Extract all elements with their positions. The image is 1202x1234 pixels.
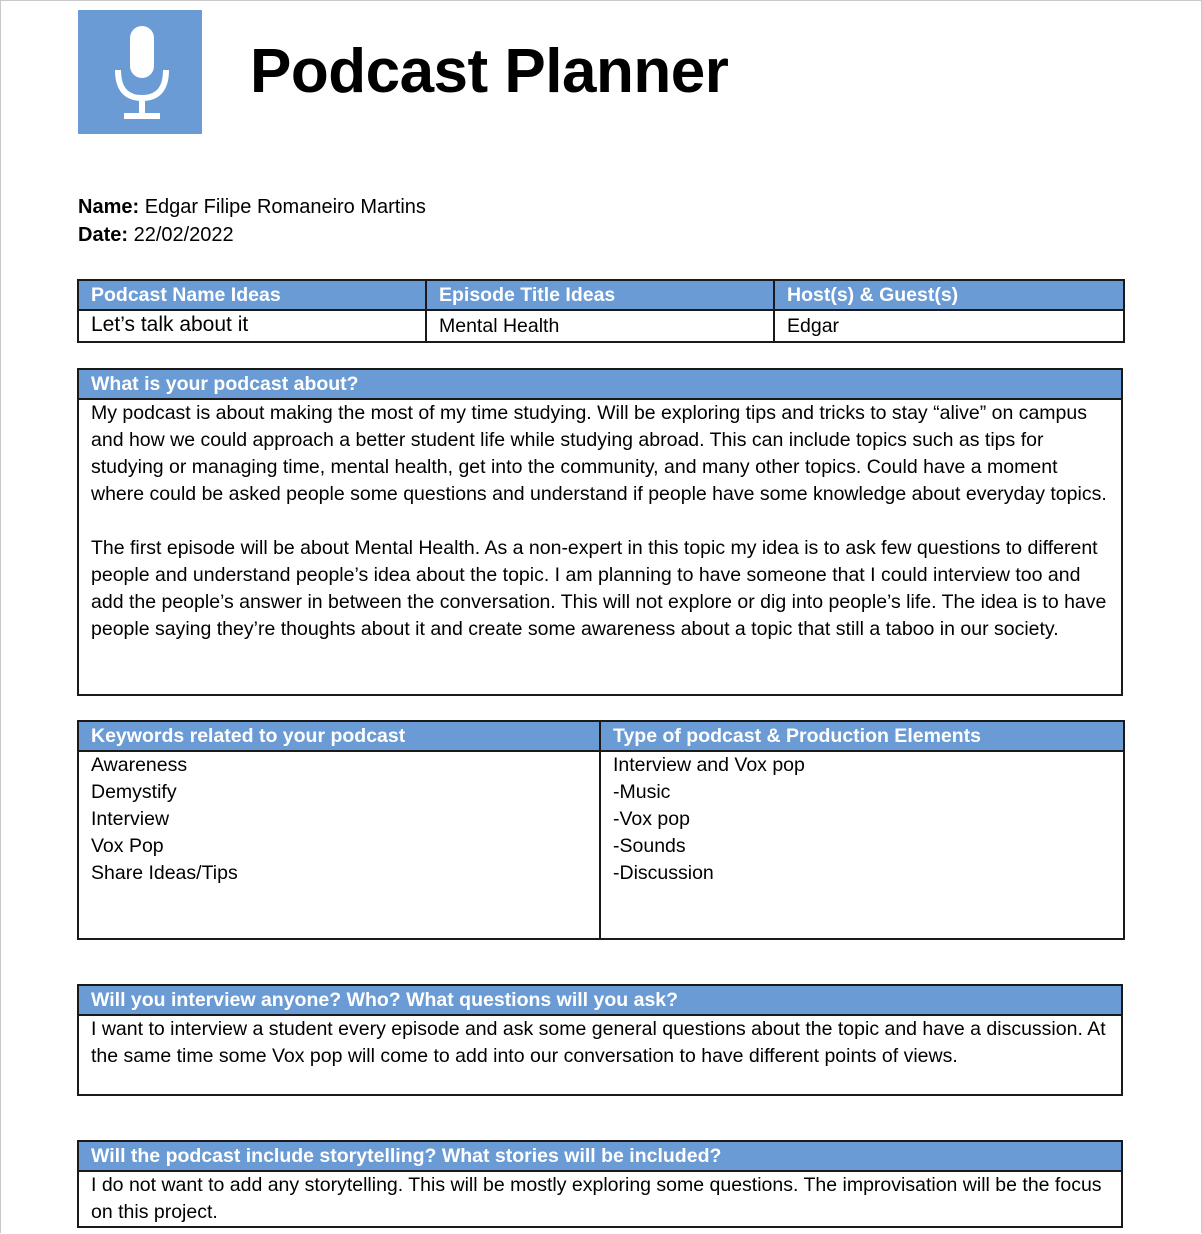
production-cell [600, 751, 1124, 939]
name-line [78, 193, 426, 221]
interview-body [78, 1015, 1122, 1095]
interview-header: Will you interview anyone? Who? What questions will you ask? [78, 985, 1122, 1015]
episode-title-value: Mental Health [426, 310, 774, 342]
date-line [78, 221, 426, 249]
production-item: -Music [613, 781, 671, 803]
about-header: What is your podcast about? [78, 369, 1122, 399]
date-value: 22/02/2022 [133, 224, 234, 246]
microphone-icon [78, 10, 202, 134]
keywords-table [77, 720, 1125, 940]
date-label: Date: [78, 224, 129, 246]
storytelling-text: I do not want to add any storytelling. This will be mostly exploring some questions. The improvisation will be the focus on this project. [91, 1174, 1102, 1223]
header-podcast-name-ideas: Podcast Name Ideas [78, 280, 426, 310]
keywords-header: Keywords related to your podcast [78, 721, 600, 751]
header-hosts-guests: Host(s) & Guest(s) [774, 280, 1124, 310]
interview-table [77, 984, 1123, 1096]
storytelling-table [77, 1140, 1123, 1228]
ideas-header-row [78, 280, 1124, 310]
production-item: -Discussion [613, 862, 714, 884]
keyword-item: Awareness [91, 754, 188, 776]
production-header: Type of podcast & Production Elements [600, 721, 1124, 751]
storytelling-header: Will the podcast include storytelling? What stories will be included? [78, 1141, 1122, 1171]
production-item: -Vox pop [613, 808, 690, 830]
meta-block [78, 193, 426, 249]
about-paragraph: The first episode will be about Mental Health. As a non-expert in this topic my idea is to ask few questions to different people and understand people’s idea about the topic. I am planning to have someone that I could interview too and add the people’s answer in between the conversation. This will not explore or dig into people’s life. The idea is to have people saying they’re thoughts about it and create some awareness about a topic that still a taboo in our society. [91, 537, 1107, 640]
podcast-name-value: Let’s talk about it [78, 310, 426, 342]
ideas-table [77, 279, 1125, 343]
production-item: -Sounds [613, 835, 686, 857]
name-label: Name: [78, 196, 140, 218]
about-paragraph: My podcast is about making the most of my time studying. Will be exploring tips and tricks to stay “alive” on campus and how we could approach a better student life while studying abroad. This can include topics such as tips for studying or managing time, mental health, get into the community, and many other topics. Could have a moment where could be asked people some questions and understand if people have some knowledge about everyday topics. [91, 402, 1107, 505]
keyword-item: Demystify [91, 781, 177, 803]
interview-text: I want to interview a student every episode and ask some general questions about the topic and have a discussion. At the same time some Vox pop will come to add into our conversation to have different points of views. [91, 1018, 1106, 1067]
keyword-item: Interview [91, 808, 170, 830]
keyword-item: Vox Pop [91, 835, 164, 857]
storytelling-body [78, 1171, 1122, 1227]
keyword-item: Share Ideas/Tips [91, 862, 238, 884]
about-body [78, 399, 1122, 695]
ideas-value-row [78, 310, 1124, 342]
about-table [77, 368, 1123, 696]
header-episode-title-ideas: Episode Title Ideas [426, 280, 774, 310]
page-title: Podcast Planner [250, 37, 729, 106]
host-guest-value: Edgar [774, 310, 1124, 342]
name-value: Edgar Filipe Romaneiro Martins [144, 196, 426, 218]
logo-tile [78, 10, 202, 134]
production-item: Interview and Vox pop [613, 754, 805, 776]
keywords-cell [78, 751, 600, 939]
